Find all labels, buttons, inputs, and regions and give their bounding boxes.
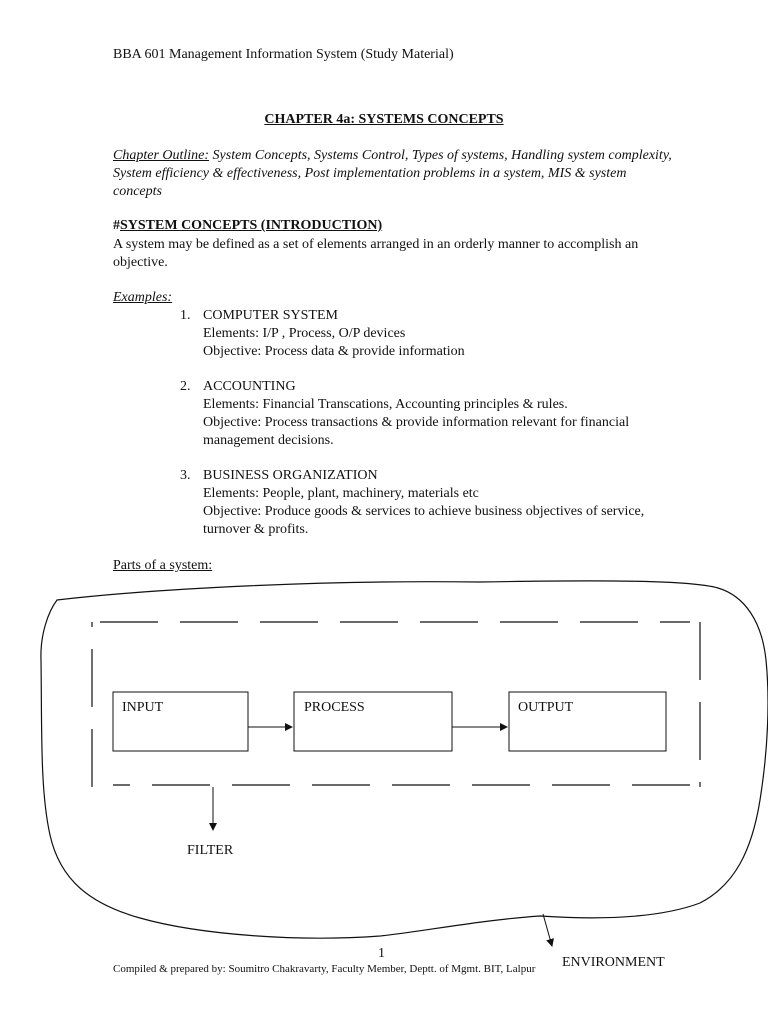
example-elements: Elements: Financial Transcations, Accounting principles & rules. bbox=[203, 397, 568, 412]
page-header: BBA 601 Management Information System (Study Material) bbox=[113, 47, 454, 62]
example-objective: Objective: Process transactions & provide information relevant for financial management decisions. bbox=[203, 415, 630, 448]
chapter-title: CHAPTER 4a: SYSTEMS CONCEPTS bbox=[264, 112, 504, 127]
example-number: 3. bbox=[180, 468, 191, 483]
parts-of-system-label: Parts of a system: bbox=[113, 558, 213, 573]
input-label: INPUT bbox=[122, 700, 164, 715]
output-label: OUTPUT bbox=[518, 700, 574, 715]
example-title: ACCOUNTING bbox=[203, 379, 296, 394]
example-title: COMPUTER SYSTEM bbox=[203, 308, 338, 323]
example-objective: Objective: Process data & provide information bbox=[203, 344, 465, 359]
section-hash: # bbox=[113, 218, 120, 233]
outline-label: Chapter Outline: bbox=[113, 148, 210, 163]
footer-credit: Compiled & prepared by: Soumitro Chakravarty, Faculty Member, Deptt. of Mgmt. BIT, Lalpur bbox=[113, 963, 536, 975]
environment-boundary bbox=[41, 581, 768, 938]
environment-label: ENVIRONMENT bbox=[562, 955, 665, 970]
environment-arrow bbox=[543, 914, 552, 946]
example-number: 2. bbox=[180, 379, 191, 394]
intro-paragraph: A system may be defined as a set of elements arranged in an orderly manner to accomplish an objective. bbox=[113, 237, 639, 270]
example-elements: Elements: I/P , Process, O/P devices bbox=[203, 326, 406, 341]
example-title: BUSINESS ORGANIZATION bbox=[203, 468, 378, 483]
system-boundary bbox=[92, 622, 700, 787]
outline-text: System Concepts, Systems Control, Types of systems, Handling system complexity, System efficiency & effectiveness, Post implementation problems in a system, MIS & system concepts bbox=[113, 148, 672, 199]
section-heading-text: SYSTEM CONCEPTS (INTRODUCTION) bbox=[120, 218, 383, 233]
example-objective: Objective: Produce goods & services to achieve business objectives of service, turnover & profits. bbox=[203, 504, 645, 537]
page-number: 1 bbox=[378, 946, 385, 961]
example-elements: Elements: People, plant, machinery, materials etc bbox=[203, 486, 479, 501]
examples-label: Examples: bbox=[113, 290, 173, 305]
filter-label: FILTER bbox=[187, 843, 234, 858]
example-number: 1. bbox=[180, 308, 191, 323]
process-label: PROCESS bbox=[304, 700, 365, 715]
